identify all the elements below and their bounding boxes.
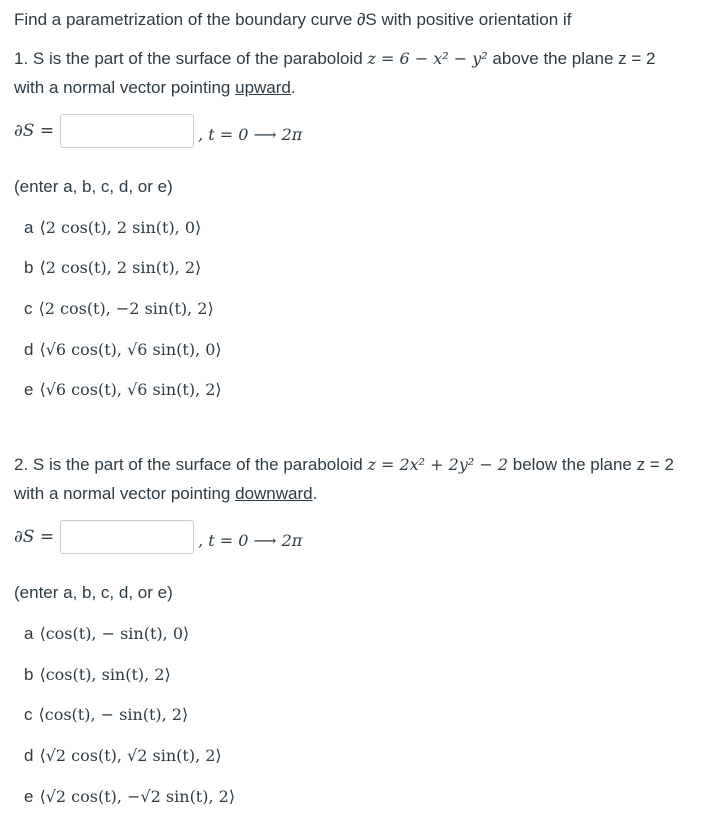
q1-direction: upward [235, 78, 291, 97]
q2-option-e-expr: ⟨√2 cos(t), −√2 sin(t), 2⟩ [39, 787, 236, 806]
q1-answer-row [14, 114, 302, 148]
q2-equation: z = 2x² + 2y² − 2 [367, 455, 509, 474]
q1-option-b [24, 257, 201, 279]
q2-option-e-letter: e [24, 787, 34, 806]
q1-normal-prefix: with a normal vector pointing [14, 78, 236, 97]
q2-answer-input[interactable] [60, 520, 194, 554]
q1-option-b-expr: ⟨2 cos(t), 2 sin(t), 2⟩ [39, 258, 202, 277]
q2-normal-line [14, 483, 317, 505]
q2-option-c-expr: ⟨cos(t), − sin(t), 2⟩ [38, 705, 189, 724]
q1-lhs: ∂S = [14, 121, 55, 141]
q2-answer-row [14, 520, 302, 554]
q1-option-e-expr: ⟨√6 cos(t), √6 sin(t), 2⟩ [39, 380, 222, 399]
q1-option-d [24, 339, 222, 361]
q2-option-d-expr: ⟨√2 cos(t), √2 sin(t), 2⟩ [39, 746, 222, 765]
q2-option-c [24, 704, 188, 726]
q2-option-a [24, 623, 189, 645]
q1-statement [14, 48, 655, 70]
q2-option-a-letter: a [24, 624, 34, 643]
q1-normal-line [14, 77, 296, 99]
q1-option-e-letter: e [24, 380, 34, 399]
q2-hint: (enter a, b, c, d, or e) [14, 583, 173, 602]
q2-normal-suffix: . [312, 484, 318, 503]
q2-option-b [24, 664, 171, 686]
q2-suffix: below the plane z = 2 [508, 455, 674, 474]
q2-option-e [24, 786, 235, 808]
q1-hint: (enter a, b, c, d, or e) [14, 177, 173, 196]
q2-option-b-expr: ⟨cos(t), sin(t), 2⟩ [39, 665, 171, 684]
q1-answer-input[interactable] [60, 114, 194, 148]
q1-option-c [24, 298, 214, 320]
q1-option-b-letter: b [24, 258, 34, 277]
q1-suffix: above the plane z = 2 [487, 49, 656, 68]
q1-normal-suffix: . [290, 78, 296, 97]
q2-rhs: , t = 0 ⟶ 2π [198, 530, 303, 550]
q2-option-a-expr: ⟨cos(t), − sin(t), 0⟩ [39, 624, 190, 643]
q2-option-d-letter: d [24, 746, 34, 765]
q1-equation: z = 6 − x² − y² [367, 49, 488, 68]
q1-option-d-expr: ⟨√6 cos(t), √6 sin(t), 0⟩ [39, 340, 222, 359]
q1-option-e [24, 379, 222, 401]
q1-rhs: , t = 0 ⟶ 2π [198, 124, 303, 144]
q2-direction: downward [235, 484, 313, 503]
q1-option-a-expr: ⟨2 cos(t), 2 sin(t), 0⟩ [39, 218, 202, 237]
q1-prefix: 1. S is the part of the surface of the paraboloid [14, 49, 368, 68]
q2-option-c-letter: c [24, 705, 33, 724]
q2-option-d [24, 745, 222, 767]
q2-normal-prefix: with a normal vector pointing [14, 484, 236, 503]
q2-option-b-letter: b [24, 665, 34, 684]
q1-option-d-letter: d [24, 340, 34, 359]
q1-option-a-letter: a [24, 218, 34, 237]
q2-lhs: ∂S = [14, 527, 55, 547]
q2-statement [14, 454, 674, 476]
intro-text: Find a parametrization of the boundary curve ∂S with positive orientation if [14, 10, 572, 29]
q1-option-c-expr: ⟨2 cos(t), −2 sin(t), 2⟩ [38, 299, 214, 318]
q2-prefix: 2. S is the part of the surface of the paraboloid [14, 455, 368, 474]
q1-option-c-letter: c [24, 299, 33, 318]
q1-option-a [24, 217, 201, 239]
